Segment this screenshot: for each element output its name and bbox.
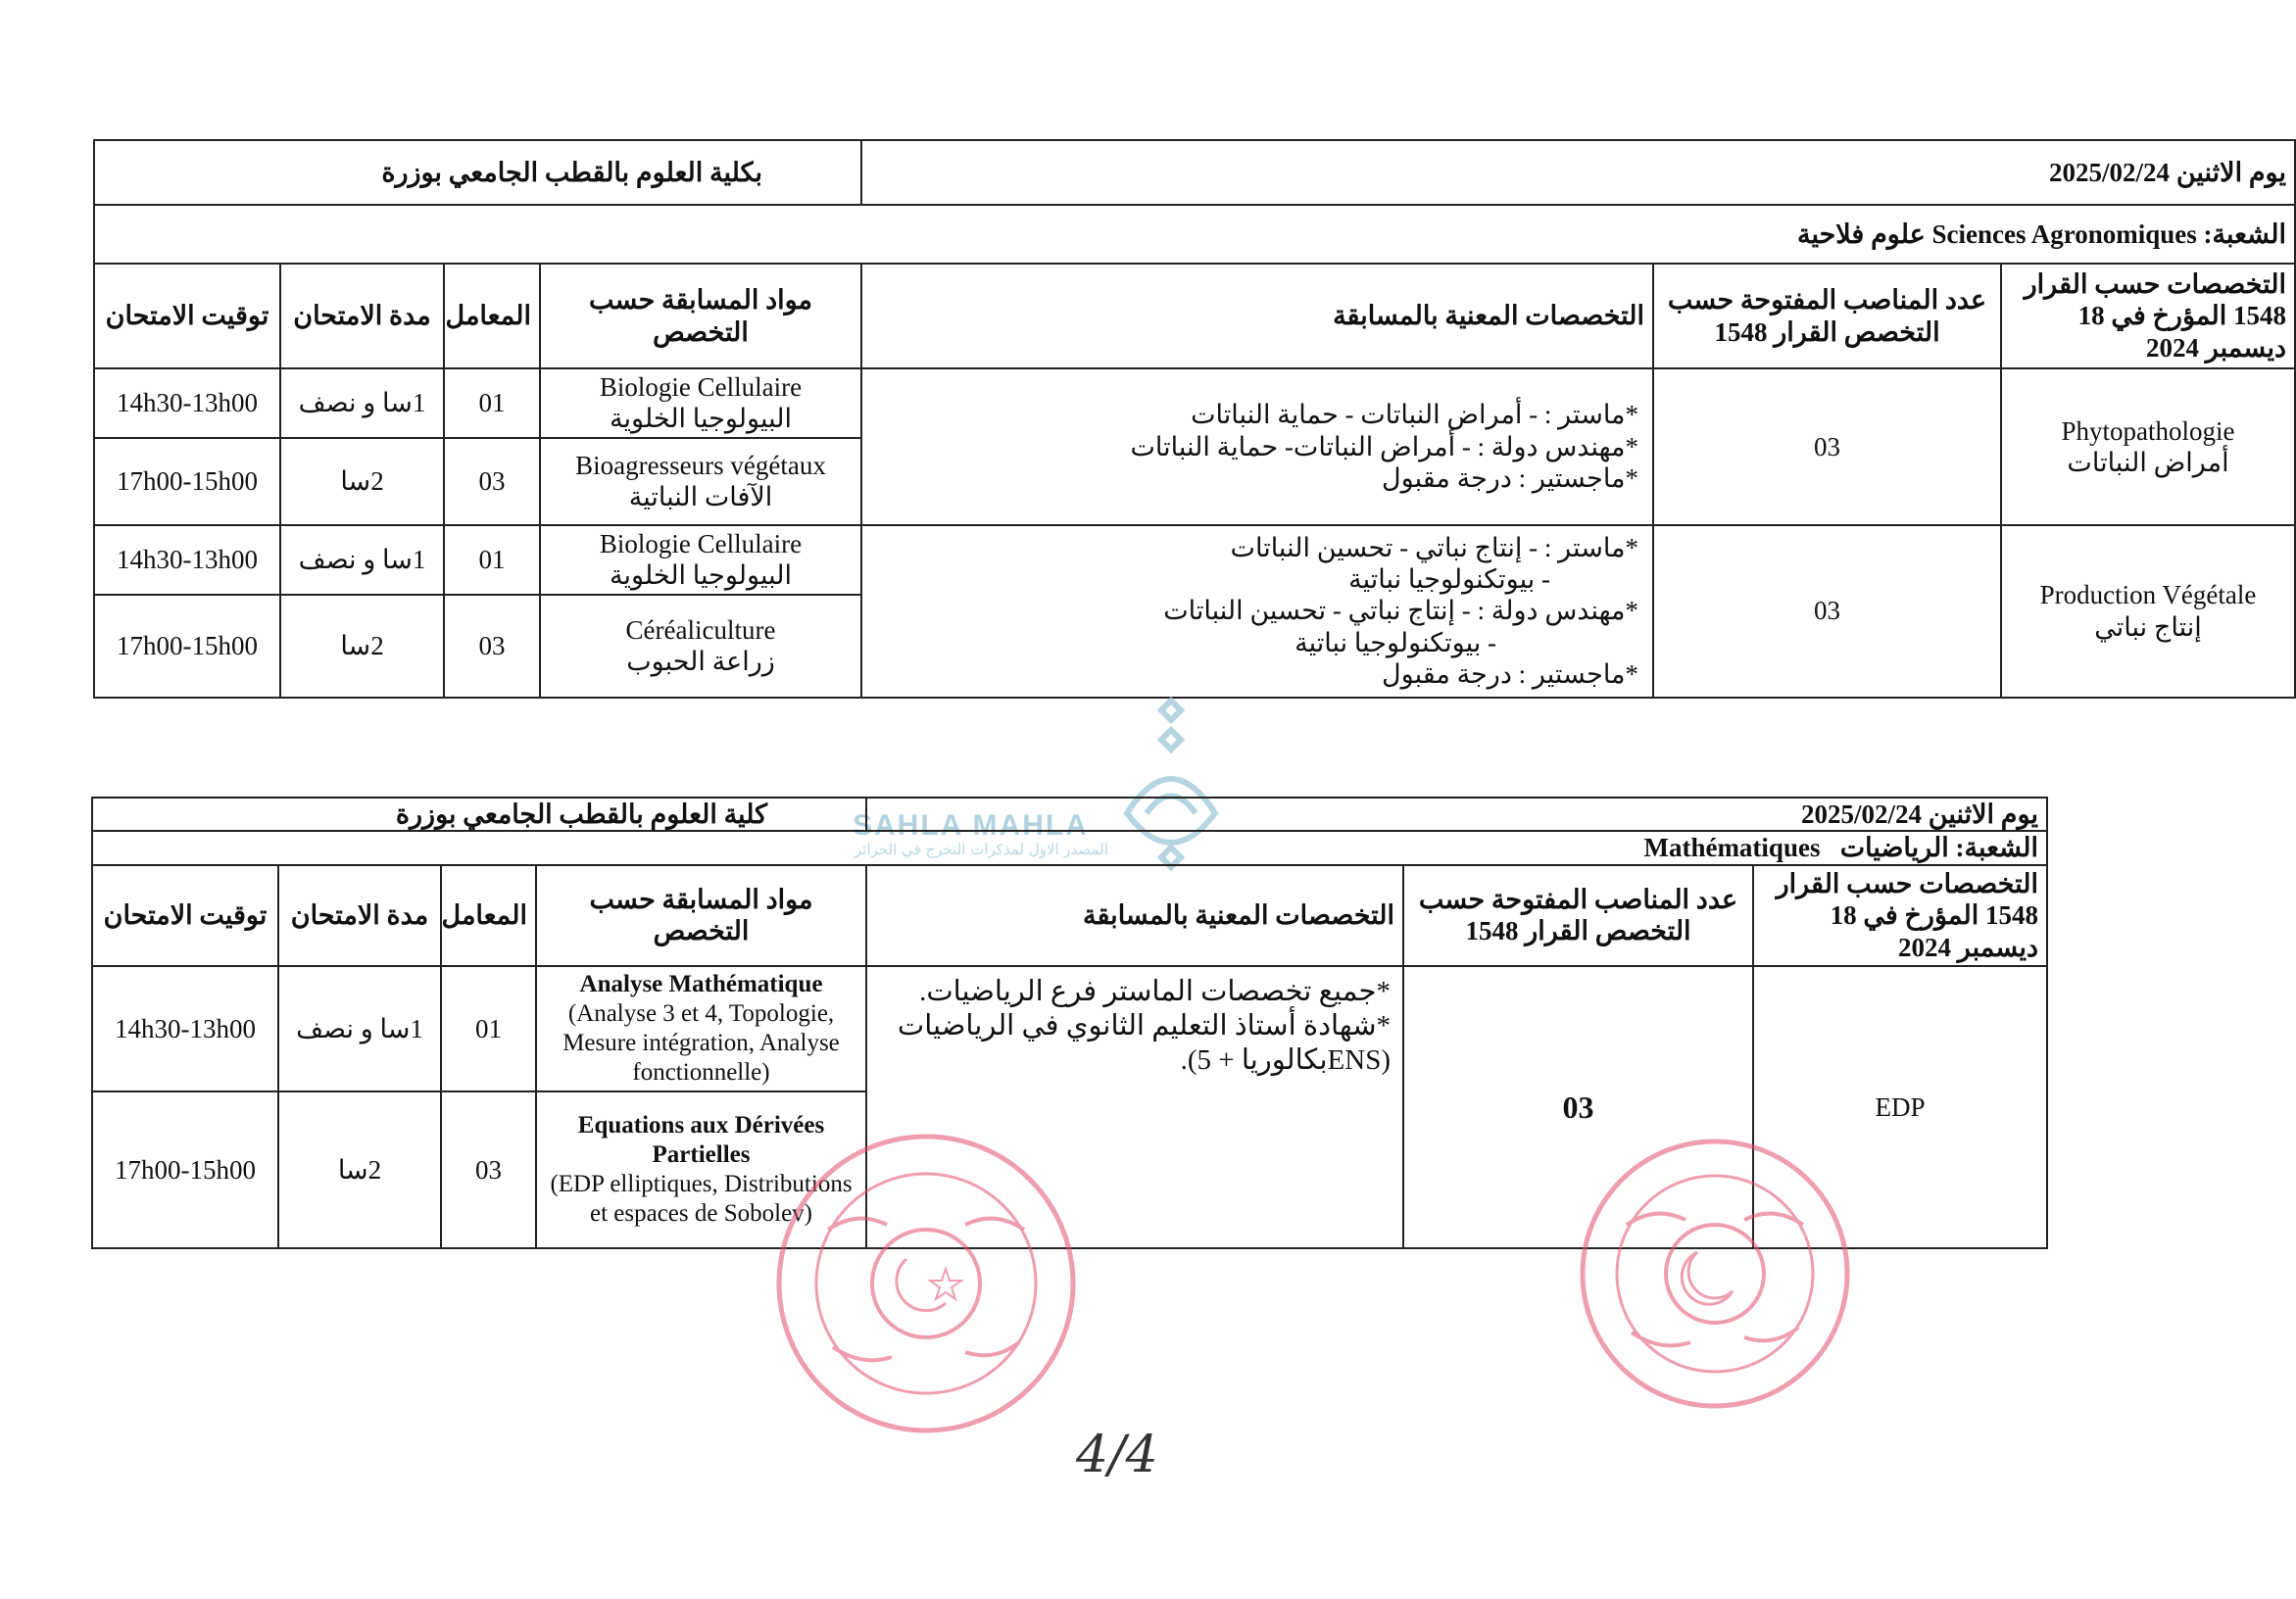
time-cell: 17h00-15h00 <box>92 1091 278 1248</box>
time-cell: 17h00-15h00 <box>94 438 280 525</box>
header-time: توقيت الامتحان <box>94 264 280 368</box>
time-cell: 17h00-15h00 <box>94 595 280 698</box>
duration-cell: 1سا و نصف <box>280 525 444 595</box>
positions-cell: 03 <box>1653 368 2001 525</box>
exam-date: يوم الاثنين 2025/02/24 <box>861 140 2295 205</box>
concerned-cell: *ماستر : - إنتاج نباتي - تحسين النباتات - بيوتكنولوجيا نباتية *مهندس دولة : - إنتاج نباتي - تحسين النباتات - بيوتكنولوجيا نباتية *ماجستير : درجة مقبول <box>861 525 1653 698</box>
subject-cell: Biologie Cellulaire البيولوجيا الخلوية <box>540 525 861 595</box>
faculty-name: كلية العلوم بالقطب الجامعي بوزرة <box>92 798 866 831</box>
specialty-cell: Production Végétale إنتاج نباتي <box>2001 525 2295 698</box>
time-cell: 14h30-13h00 <box>94 525 280 595</box>
concerned-cell: *ماستر : - أمراض النباتات - حماية النباتات *مهندس دولة : - أمراض النباتات- حماية النباتات *ماجستير : درجة مقبول <box>861 368 1653 525</box>
coef-cell: 01 <box>444 525 540 595</box>
specialty-cell: Phytopathologie أمراض النباتات <box>2001 368 2295 525</box>
coef-cell: 03 <box>441 1091 536 1248</box>
coef-cell: 01 <box>444 368 540 438</box>
header-subjects: مواد المسابقة حسب التخصص <box>540 264 861 368</box>
header-time: توقيت الامتحان <box>92 865 278 966</box>
positions-cell: 03 <box>1403 966 1753 1248</box>
agronomy-schedule-table <box>93 139 2296 699</box>
header-duration: مدة الامتحان <box>280 264 444 368</box>
duration-cell: 1سا و نصف <box>280 368 444 438</box>
duration-cell: 2سا <box>280 438 444 525</box>
page-number: 4/4 <box>1076 1426 1158 1484</box>
math-schedule-table <box>91 797 2048 1249</box>
coef-cell: 03 <box>444 438 540 525</box>
table-row <box>94 368 2295 438</box>
header-coef: المعامل <box>441 865 536 966</box>
duration-cell: 1سا و نصف <box>278 966 441 1091</box>
exam-date: يوم الاثنين 2025/02/24 <box>866 798 2047 831</box>
subject-cell: Céréaliculture زراعة الحبوب <box>540 595 861 698</box>
branch-title: الشعبة: الرياضيات Mathématiques <box>92 831 2047 864</box>
table-row <box>92 966 2047 1091</box>
concerned-cell: *جميع تخصصات الماستر فرع الرياضيات. *شهادة أستاذ التعليم الثانوي في الرياضيات (ENSبكالوريا + 5). <box>866 966 1403 1248</box>
header-subjects: مواد المسابقة حسب التخصص <box>536 865 866 966</box>
watermark-subtitle: المصدر الاول لمذكرات التخرج في الجزائر <box>855 841 1108 858</box>
subject-cell: Biologie Cellulaire البيولوجيا الخلوية <box>540 368 861 438</box>
header-coef: المعامل <box>444 264 540 368</box>
header-duration: مدة الامتحان <box>278 865 441 966</box>
branch-title: الشعبة: Sciences Agronomiques علوم فلاحية <box>94 205 2295 264</box>
subject-cell: Equations aux Dérivées Partielles (EDP elliptiques, Distributions et espaces de Sobolev) <box>536 1091 866 1248</box>
column-headers <box>92 865 2047 966</box>
header-positions: عدد المناصب المفتوحة حسب التخصص القرار 1548 <box>1403 865 1753 966</box>
positions-cell: 03 <box>1653 525 2001 698</box>
duration-cell: 2سا <box>280 595 444 698</box>
table-row <box>94 525 2295 595</box>
header-concerned: التخصصات المعنية بالمسابقة <box>861 264 1653 368</box>
time-cell: 14h30-13h00 <box>92 966 278 1091</box>
duration-cell: 2سا <box>278 1091 441 1248</box>
watermark-title: SAHLA MAHLA <box>853 809 1089 842</box>
time-cell: 14h30-13h00 <box>94 368 280 438</box>
subject-cell: Bioagresseurs végétaux الآفات النباتية <box>540 438 861 525</box>
header-specialty: التخصصات حسب القرار 1548 المؤرخ في 18 ديسمبر 2024 <box>2001 264 2295 368</box>
subject-cell: Analyse Mathématique (Analyse 3 et 4, Topologie, Mesure intégration, Analyse fonctionnelle) <box>536 966 866 1091</box>
header-concerned: التخصصات المعنية بالمسابقة <box>866 865 1403 966</box>
header-specialty: التخصصات حسب القرار 1548 المؤرخ في 18 ديسمبر 2024 <box>1753 865 2047 966</box>
column-headers <box>94 264 2295 368</box>
faculty-name: بكلية العلوم بالقطب الجامعي بوزرة <box>94 140 861 205</box>
coef-cell: 03 <box>444 595 540 698</box>
specialty-cell: EDP <box>1753 966 2047 1248</box>
coef-cell: 01 <box>441 966 536 1091</box>
header-positions: عدد المناصب المفتوحة حسب التخصص القرار 1548 <box>1653 264 2001 368</box>
